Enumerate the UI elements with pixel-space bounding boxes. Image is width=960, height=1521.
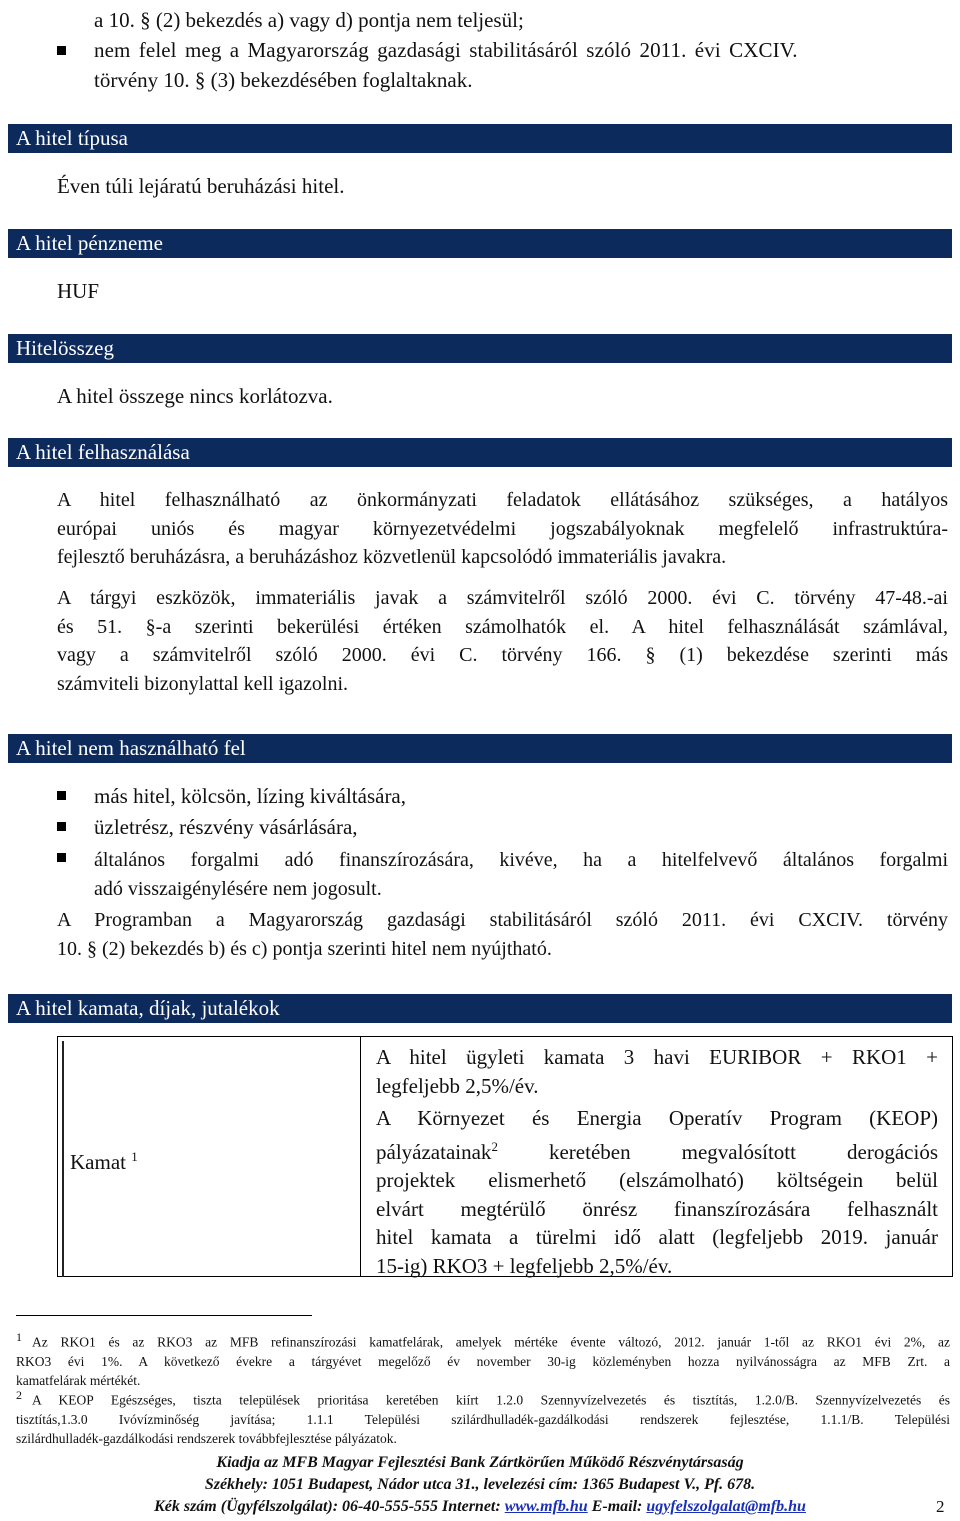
section-header-osszeg: Hitelösszeg bbox=[8, 334, 952, 363]
footnote-2-line2: tisztítás,1.3.0 Ivóvízminőség javítása; 1.1.1 Települési szilárdhulladék-gazdálkodási rendszerek fejlesztése, 1.1.1/B. Települési bbox=[16, 1411, 950, 1427]
interest-r2-rest: keretében megvalósított derogációs bbox=[497, 1139, 938, 1164]
footnote-1 bbox=[16, 1328, 950, 1390]
p1-line3: fejlesztő beruházásra, a beruházáshoz közvetlenül kapcsolódó immateriális javakra. bbox=[57, 546, 727, 568]
section-header-kamat: A hitel kamata, díjak, jutalékok bbox=[8, 994, 952, 1023]
footnote-2-number: 2 bbox=[16, 1388, 22, 1402]
interest-r2-word: pályázatainak bbox=[376, 1139, 492, 1164]
bullet-text-line2: törvény 10. § (3) bekezdésében foglaltaknak. bbox=[94, 68, 473, 92]
tipus-body: Éven túli lejáratú beruházási hitel. bbox=[57, 174, 345, 198]
penznem-body: HUF bbox=[57, 279, 100, 303]
p2-line3: vagy a számvitelről szóló 2000. évi C. törvény 166. § (1) bekezdése szerinti más bbox=[57, 644, 948, 666]
bullet-square-icon bbox=[57, 791, 66, 800]
footnote-2-line3: szilárdhulladék-gazdálkodási rendszerek továbbfejlesztése pályázatok. bbox=[16, 1430, 397, 1446]
nem-bullet-3-line2: adó visszaigénylésére nem jogosult. bbox=[94, 877, 382, 900]
email-link[interactable]: ugyfelszolgalat@mfb.hu bbox=[646, 1498, 806, 1515]
interest-description bbox=[376, 1043, 938, 1280]
interest-label bbox=[70, 1143, 138, 1176]
bullet-square-icon bbox=[57, 46, 66, 55]
nem-bullet-3-line1: általános forgalmi adó finanszírozására, kivéve, ha a hitelfelvevő általános forgalmi bbox=[94, 849, 948, 871]
footnote-1-line2: RKO3 évi 1%. A következő évekre a tárgyévet megelőző év november 30-ig közleményben hozza nyilvánosságra az MFB Zrt. a bbox=[16, 1353, 950, 1369]
osszeg-body: A hitel összege nincs korlátozva. bbox=[57, 384, 333, 408]
section-header-tipus: A hitel típusa bbox=[8, 124, 952, 153]
footnote-ref-1: 1 bbox=[131, 1149, 138, 1164]
bullet-square-icon bbox=[57, 853, 66, 862]
footer-contact-label: Kék szám (Ügyfélszolgálat): 06-40-555-555 Internet: bbox=[154, 1498, 505, 1515]
p1-line1: A hitel felhasználható az önkormányzati feladatok ellátásához szükséges, a hatályos bbox=[57, 489, 948, 511]
footnote-2 bbox=[16, 1386, 950, 1448]
footnote-2-line1 bbox=[16, 1386, 950, 1410]
footnote-1-number: 1 bbox=[16, 1330, 22, 1344]
footer-publisher: Kiadja az MFB Magyar Fejlesztési Bank Zártkörűen Működő Részvénytársaság bbox=[216, 1454, 744, 1471]
p2-line4: számviteli bizonylattal kell igazolni. bbox=[57, 672, 349, 695]
footnote-1-text: Az RKO1 és az RKO3 az MFB refinanszírozási kamatfelárak, amelyek mértéke évente változó, 2012. január 1-től az RKO1 évi 2%, az bbox=[32, 1334, 950, 1350]
p2-line2: és 51. §-a szerinti bekerülési értéken számolhatók el. A hitel felhasználását számlával, bbox=[57, 615, 948, 638]
felhasznalas-paragraph-2 bbox=[57, 584, 948, 698]
interest-r2-line1: A Környezet és Energia Operatív Program (KEOP) bbox=[376, 1106, 938, 1130]
bullet-square-icon bbox=[57, 822, 66, 831]
footnote-2-text: A KEOP Egészséges, tiszta települések prioritása keretében kiírt 1.2.0 Szennyvízelvezetés és tisztítás, 1.2.0/B. Szennyvízelvezetés és bbox=[32, 1392, 950, 1408]
section-header-penznem: A hitel pénzneme bbox=[8, 229, 952, 258]
footnote-1-line3: kamatfelárak mértékét. bbox=[16, 1372, 141, 1388]
nem-bullet-2: üzletrész, részvény vásárlására, bbox=[94, 815, 358, 839]
interest-r2-line4: elvárt megtérülő önrész finanszírozására felhasznált bbox=[376, 1196, 938, 1221]
bullet-text-line1: nem felel meg a Magyarország gazdasági stabilitásáról szóló 2011. évi CXCIV. bbox=[94, 38, 798, 62]
footer-email-label: E-mail: bbox=[587, 1498, 647, 1515]
interest-r1-line2: legfeljebb 2,5%/év. bbox=[376, 1073, 539, 1098]
interest-r2-line3: projektek elismerhető (elszámolható) költségein belül bbox=[376, 1168, 938, 1192]
website-link[interactable]: www.mfb.hu bbox=[504, 1498, 588, 1515]
program-line1: A Programban a Magyarország gazdasági stabilitásáról szóló 2011. évi CXCIV. törvény bbox=[57, 909, 948, 931]
interest-r1-line1: A hitel ügyleti kamata 3 havi EURIBOR + RKO1 + bbox=[376, 1045, 938, 1069]
footer-address: Székhely: 1051 Budapest, Nádor utca 31., levelezési cím: 1365 Budapest V., Pf. 678. bbox=[204, 1476, 756, 1493]
section-header-felhasznalas: A hitel felhasználása bbox=[8, 438, 952, 467]
p2-line1: A tárgyi eszközök, immateriális javak a számvitelről szóló 2000. évi C. törvény 47-48.-ai bbox=[57, 587, 948, 609]
nem-bullet-1: más hitel, kölcsön, lízing kiváltására, bbox=[94, 784, 407, 808]
footnote-ref-2: 2 bbox=[491, 1138, 498, 1154]
page-number: 2 bbox=[936, 1497, 945, 1516]
condition-line: a 10. § (2) bekezdés a) vagy d) pontja nem teljesül; bbox=[94, 8, 524, 32]
p1-line2: európai uniós és magyar környezetvédelmi jogszabályoknak megfelelő infrastruktúra- bbox=[57, 517, 948, 540]
interest-r2-line2 bbox=[376, 1133, 938, 1167]
footnote-separator bbox=[16, 1315, 312, 1316]
nem-bullet-3 bbox=[94, 846, 948, 903]
interest-r2-line5: hitel kamata a türelmi idő alatt (legfeljebb 2019. január bbox=[376, 1225, 938, 1249]
program-paragraph bbox=[57, 906, 948, 963]
interest-table bbox=[57, 1036, 953, 1277]
footer-contact bbox=[0, 1496, 960, 1518]
interest-label-text: Kamat bbox=[70, 1150, 126, 1174]
section-header-nem: A hitel nem használható fel bbox=[8, 734, 952, 763]
program-line2: 10. § (2) bekezdés b) és c) pontja szerinti hitel nem nyújtható. bbox=[57, 937, 552, 960]
felhasznalas-paragraph-1 bbox=[57, 486, 948, 572]
interest-r2-line6: 15-ig) RKO3 + legfeljebb 2,5%/év. bbox=[376, 1253, 673, 1278]
footnote-1-line1 bbox=[16, 1328, 950, 1352]
